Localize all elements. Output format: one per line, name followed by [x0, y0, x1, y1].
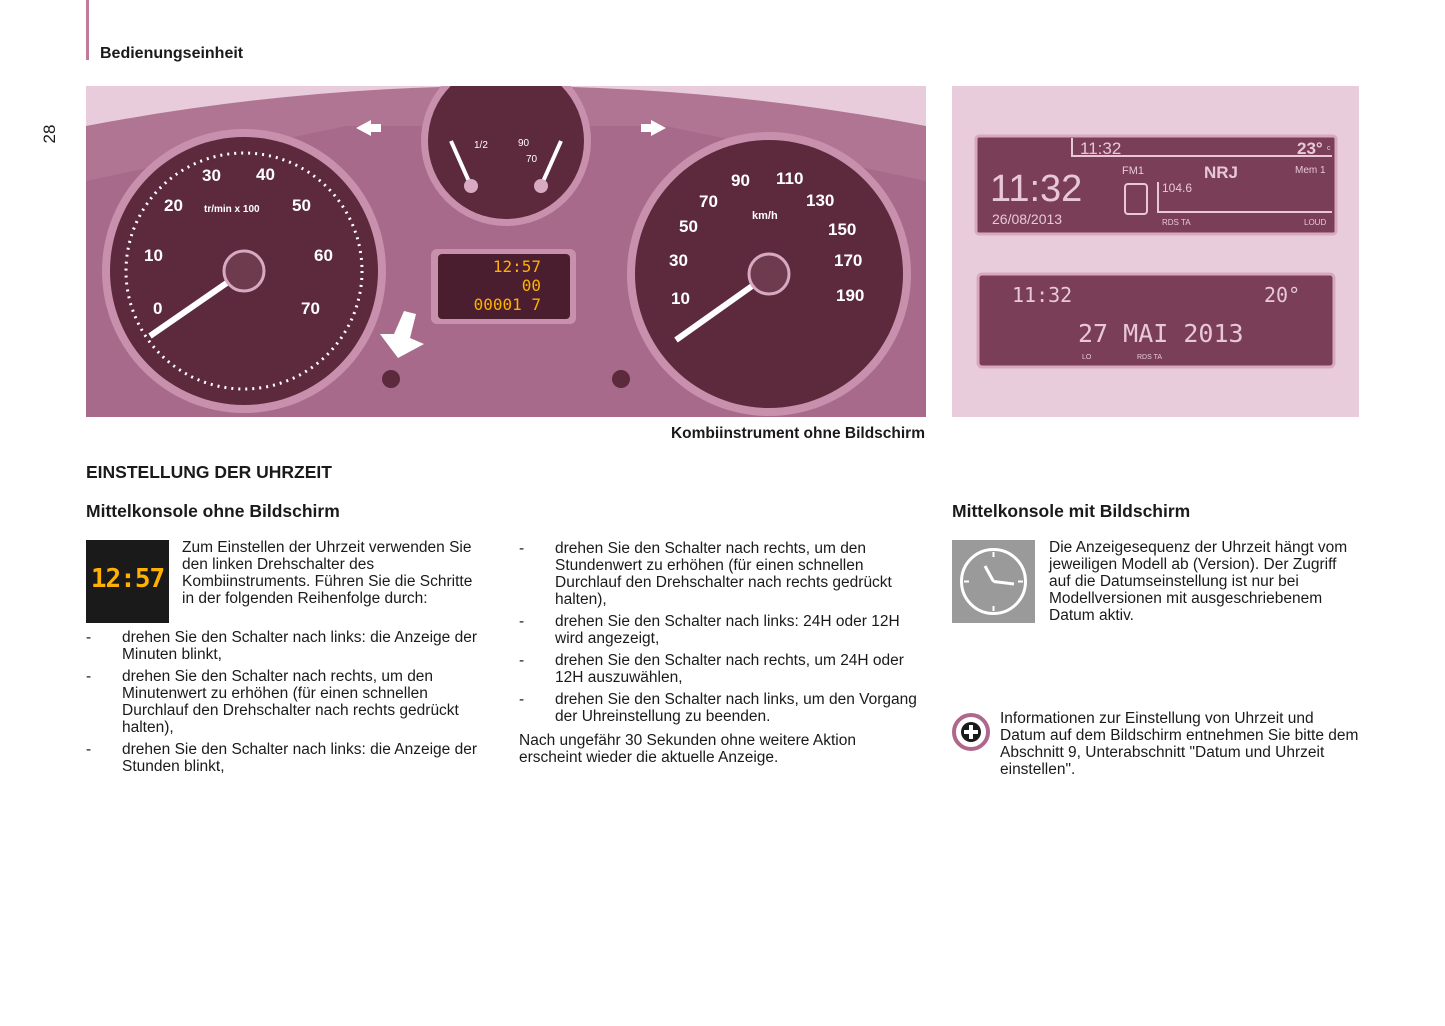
instrument-cluster-figure: [86, 86, 926, 417]
right-knob: [612, 370, 630, 388]
list-item: - drehen Sie den Schalter nach links: die Anzeige der Minuten blinkt,: [86, 629, 498, 663]
tacho-tick-0: 0: [153, 299, 163, 318]
display-time: 12:57: [492, 257, 541, 276]
left-intro: Zum Einstellen der Uhrzeit verwenden Sie den linken Drehschalter des Kombiinstruments. Führen Sie die Schritte in der folgenden Reihenfolge durch:: [182, 539, 473, 607]
speed-tick-130: 130: [806, 191, 835, 210]
left-knob: [382, 370, 400, 388]
info-text: Informationen zur Einstellung von Uhrzeit und Datum auf dem Bildschirm entnehmen Sie bitte dem Abschnitt 9, Unterabschnitt "Datum und Uhrzeit einstellen".: [1000, 710, 1359, 778]
screen1-frequency: 104.6: [1162, 181, 1193, 195]
screen1-temperature: 23°: [1297, 139, 1323, 158]
instrument-cluster-illustration: [86, 86, 926, 417]
screen2-date: 27 MAI 2013: [1078, 319, 1244, 348]
screen-monochrome: [978, 274, 1334, 367]
page-number: 28: [40, 124, 59, 144]
list-item: - drehen Sie den Schalter nach links: die Anzeige der Stunden blinkt,: [86, 741, 498, 775]
speed-tick-70: 70: [699, 192, 718, 211]
speed-tick-10: 10: [671, 289, 690, 308]
screen1-temp-unit: c: [1327, 145, 1331, 152]
tacho-tick-60: 60: [314, 246, 333, 265]
speed-tick-30: 30: [669, 251, 688, 270]
speed-tick-150: 150: [828, 220, 857, 239]
list-item: - drehen Sie den Schalter nach links: 24H oder 12H wird angezeigt,: [519, 613, 931, 647]
screen2-temperature: 20°: [1264, 283, 1301, 307]
speed-tick-190: 190: [836, 286, 865, 305]
tacho-tick-40: 40: [256, 165, 275, 184]
left-heading: Mittelkonsole ohne Bildschirm: [86, 501, 340, 521]
screen-display-illustration: [952, 86, 1359, 417]
display-odometer: 00001 7: [473, 295, 541, 314]
speed-unit: km/h: [752, 210, 778, 222]
left-steps-list: [86, 629, 498, 780]
list-item: - drehen Sie den Schalter nach rechts, um den Minutenwert zu erhöhen (für einen schnellen Durchlauf den Drehschalter nach rechts gedrückt halten),: [86, 668, 498, 736]
screen1-memory: Mem 1: [1295, 165, 1326, 176]
middle-note: Nach ungefähr 30 Sekunden ohne weitere Aktion erscheint wieder die aktuelle Anzeige.: [519, 732, 856, 766]
screen1-rds: RDS TA: [1162, 218, 1191, 227]
speedometer: [627, 132, 911, 416]
thumbnail-time: 12:57: [90, 564, 165, 594]
screen2-rds: RDS TA: [1137, 354, 1163, 361]
main-title: EINSTELLUNG DER UHRZEIT: [86, 462, 332, 482]
screen-multifunction: [976, 136, 1336, 234]
tachometer: [102, 129, 386, 413]
clock-thumbnail: [952, 540, 1035, 623]
screen1-loud: LOUD: [1304, 218, 1327, 227]
screen2-time: 11:32: [1012, 283, 1073, 307]
screen1-big-clock: 11:32: [990, 168, 1083, 210]
speed-tick-90: 90: [731, 171, 750, 190]
speed-tick-50: 50: [679, 217, 698, 236]
tacho-tick-50: 50: [292, 196, 311, 215]
display-thumbnail: [86, 540, 169, 623]
tacho-tick-70: 70: [301, 299, 320, 318]
display-trip: 00: [521, 276, 541, 295]
clock-icon: [952, 540, 1035, 623]
screen1-station: NRJ: [1204, 163, 1239, 182]
list-item: - drehen Sie den Schalter nach links, um den Vorgang der Uhreinstellung zu beenden.: [519, 691, 931, 725]
section-marker: [86, 0, 89, 60]
tacho-tick-10: 10: [144, 246, 163, 265]
right-text: Die Anzeigesequenz der Uhrzeit hängt vom jeweiligen Modell ab (Version). Der Zugriff auf die Datumseinstellung ist nur bei Modellversionen mit ausgeschriebenem Datum aktiv.: [1049, 539, 1348, 624]
speed-tick-170: 170: [834, 251, 863, 270]
section-title: Bedienungseinheit: [100, 45, 244, 62]
info-plus-icon: [952, 713, 990, 751]
screen1-date: 26/08/2013: [992, 211, 1063, 227]
temp-label-high: 90: [518, 138, 530, 149]
screen1-band: FM1: [1122, 165, 1144, 177]
center-display: [431, 249, 576, 324]
tacho-unit: tr/min x 100: [204, 204, 260, 215]
screen1-small-clock: 11:32: [1080, 139, 1122, 158]
fuel-half-label: 1/2: [474, 140, 488, 151]
figure-caption: Kombiinstrument ohne Bildschirm: [670, 425, 925, 442]
temp-label-low: 70: [526, 154, 538, 165]
screen2-lo: LO: [1082, 354, 1092, 361]
screen-display-figure: [952, 86, 1359, 417]
list-item: - drehen Sie den Schalter nach rechts, um 24H oder 12H auszuwählen,: [519, 652, 931, 686]
right-heading: Mittelkonsole mit Bildschirm: [952, 501, 1191, 521]
middle-steps-list: [519, 540, 931, 730]
list-item: - drehen Sie den Schalter nach rechts, um den Stundenwert zu erhöhen (für einen schnellen Durchlauf den Drehschalter nach rechts gedrückt halten),: [519, 540, 931, 608]
speed-tick-110: 110: [776, 169, 804, 188]
tacho-tick-20: 20: [164, 196, 183, 215]
tacho-tick-30: 30: [202, 166, 221, 185]
